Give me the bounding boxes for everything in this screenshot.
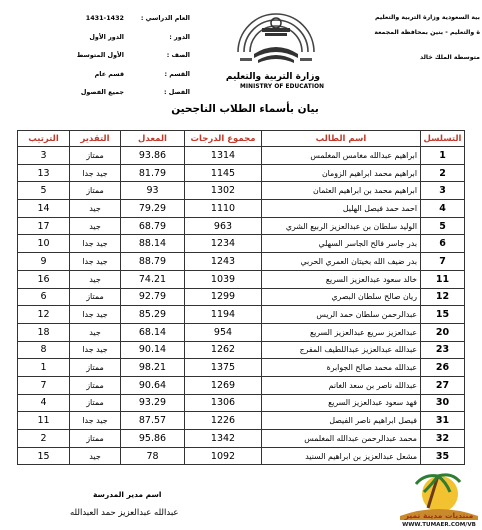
forum-watermark-logo: [398, 468, 480, 528]
cell-student-name: عبدالله عبدالعزيز عبداللطيف المفرج: [262, 341, 421, 359]
cell-rank: 18: [18, 323, 70, 341]
cell-student-name: خالد سعود عبدالعزيز السريع: [262, 270, 421, 288]
cell-seq: 31: [421, 412, 465, 430]
watermark-forum-name: منتديات مدينة تمير: [404, 511, 474, 520]
cell-rank: 1: [18, 359, 70, 377]
cell-grade: جيد جدا: [70, 164, 121, 182]
table-row: [18, 323, 465, 341]
table-row: [18, 147, 465, 165]
cell-average: 68.14: [121, 323, 185, 341]
cell-rank: 17: [18, 217, 70, 235]
cell-seq: 12: [421, 288, 465, 306]
table-row: [18, 447, 465, 465]
cell-grade: جيد: [70, 270, 121, 288]
cell-total: 1039: [185, 270, 262, 288]
cell-grade: جيد جدا: [70, 306, 121, 324]
info-row-grade: [78, 51, 190, 70]
cell-grade: جيد جدا: [70, 235, 121, 253]
cell-average: 98.21: [121, 359, 185, 377]
cell-total: 1194: [185, 306, 262, 324]
cell-total: 1375: [185, 359, 262, 377]
cell-seq: 30: [421, 394, 465, 412]
cell-total: 1243: [185, 253, 262, 271]
cell-seq: 35: [421, 447, 465, 465]
cell-seq: 32: [421, 430, 465, 448]
table-row: [18, 394, 465, 412]
table-row: [18, 430, 465, 448]
cell-student-name: فهد سعود عبدالعزيز السريع: [262, 394, 421, 412]
cell-total: 1314: [185, 147, 262, 165]
cell-average: 68.79: [121, 217, 185, 235]
header-directorate-line: ة والتعليم - بنين بمحافظة المجمعة: [374, 29, 480, 36]
cell-seq: 3: [421, 182, 465, 200]
cell-average: 92.79: [121, 288, 185, 306]
table-row: [18, 412, 465, 430]
cell-total: 1306: [185, 394, 262, 412]
cell-seq: 20: [421, 323, 465, 341]
cell-grade: ممتاز: [70, 359, 121, 377]
cell-total: 1342: [185, 430, 262, 448]
cell-total: 963: [185, 217, 262, 235]
cell-rank: 13: [18, 164, 70, 182]
cell-rank: 3: [18, 147, 70, 165]
info-value: جميع الفصول: [80, 88, 124, 96]
cell-average: 95.86: [121, 430, 185, 448]
principal-name: عبدالله عبدالعزيز حمد العبدالله: [70, 508, 179, 518]
cell-grade: جيد: [70, 323, 121, 341]
cell-total: 1269: [185, 376, 262, 394]
table-row: [18, 235, 465, 253]
cell-seq: 5: [421, 217, 465, 235]
info-value: الأول المتوسط: [76, 51, 124, 59]
info-label: الفصل :: [164, 88, 190, 96]
cell-student-name: عبدالرحمن سلطان حمد الريس: [262, 306, 421, 324]
info-value: 1431-1432: [85, 14, 124, 22]
table-row: [18, 376, 465, 394]
cell-rank: 15: [18, 447, 70, 465]
cell-seq: 7: [421, 253, 465, 271]
cell-total: 1226: [185, 412, 262, 430]
info-value: قسم عام: [94, 69, 124, 78]
table-row: [18, 270, 465, 288]
cell-grade: ممتاز: [70, 394, 121, 412]
cell-average: 78: [121, 447, 185, 465]
cell-student-name: احمد حمد فيصل الهليل: [262, 200, 421, 218]
cell-grade: ممتاز: [70, 288, 121, 306]
table-row: [18, 288, 465, 306]
cell-total: 1145: [185, 164, 262, 182]
cell-rank: 8: [18, 341, 70, 359]
table-row: [18, 306, 465, 324]
cell-rank: 14: [18, 200, 70, 218]
cell-grade: ممتاز: [70, 182, 121, 200]
info-row-section: [78, 70, 190, 89]
cell-student-name: ابراهيم محمد بن ابراهيم العثمان: [262, 182, 421, 200]
cell-seq: 26: [421, 359, 465, 377]
cell-student-name: بدر جاسر فالح الجاسر السهلي: [262, 235, 421, 253]
header-grade: التقدير: [70, 131, 121, 147]
cell-total: 1092: [185, 447, 262, 465]
cell-grade: جيد جدا: [70, 253, 121, 271]
page-title: بيان بأسماء الطلاب الناجحين: [171, 103, 319, 115]
cell-student-name: عبدالله محمد صالح الجوابرة: [262, 359, 421, 377]
cell-seq: 2: [421, 164, 465, 182]
principal-title: اسم مدير المدرسة: [93, 490, 162, 499]
cell-grade: جيد: [70, 200, 121, 218]
info-value: الدور الأول: [89, 32, 124, 41]
cell-rank: 9: [18, 253, 70, 271]
cell-seq: 6: [421, 235, 465, 253]
cell-grade: جيد جدا: [70, 341, 121, 359]
cell-grade: ممتاز: [70, 430, 121, 448]
cell-rank: 16: [18, 270, 70, 288]
info-label: الصف :: [166, 51, 190, 59]
cell-rank: 6: [18, 288, 70, 306]
info-label: العام الدراسي :: [140, 14, 190, 22]
cell-seq: 23: [421, 341, 465, 359]
table-row: [18, 217, 465, 235]
cell-student-name: فيصل ابراهيم ناصر الفيصل: [262, 412, 421, 430]
info-row-year: [78, 14, 190, 33]
cell-grade: جيد: [70, 217, 121, 235]
header-average: المعدل: [121, 131, 185, 147]
cell-student-name: ابراهيم محمد ابراهيم الزومان: [262, 164, 421, 182]
cell-seq: 1: [421, 147, 465, 165]
info-label: الدور :: [169, 32, 190, 41]
info-label: القسم :: [164, 69, 190, 78]
cell-average: 81.79: [121, 164, 185, 182]
table-row: [18, 253, 465, 271]
table-row: [18, 359, 465, 377]
cell-student-name: مشعل عبدالعزيز بن ابراهيم السنيد: [262, 447, 421, 465]
cell-student-name: عبدالعزيز سريع عبدالعزيز السريع: [262, 323, 421, 341]
info-row-term: [78, 33, 190, 52]
results-table: [17, 130, 465, 465]
cell-student-name: ريان صالح سلطان البصري: [262, 288, 421, 306]
cell-average: 74.21: [121, 270, 185, 288]
cell-average: 88.79: [121, 253, 185, 271]
cell-rank: 2: [18, 430, 70, 448]
header-rank: الترتيب: [18, 131, 70, 147]
cell-seq: 27: [421, 376, 465, 394]
cell-average: 93.86: [121, 147, 185, 165]
cell-average: 93: [121, 182, 185, 200]
watermark-url: WWW.TUMAER.COM/VB: [402, 522, 476, 528]
cell-student-name: عبدالله ناصر بن سعد الغانم: [262, 376, 421, 394]
ministry-name-ar: وزارة التربية والتعليم: [225, 72, 320, 82]
table-row: [18, 200, 465, 218]
header-info-block: [78, 14, 190, 107]
header-ministry-line: بية السعودية وزارة التربية والتعليم: [375, 14, 480, 21]
cell-student-name: محمد عبدالرحمن عبدالله المغلمس: [262, 430, 421, 448]
table-row: [18, 182, 465, 200]
header-total: مجموع الدرجات: [185, 131, 262, 147]
cell-average: 85.29: [121, 306, 185, 324]
cell-total: 954: [185, 323, 262, 341]
cell-grade: ممتاز: [70, 147, 121, 165]
cell-average: 93.29: [121, 394, 185, 412]
cell-average: 79.29: [121, 200, 185, 218]
cell-average: 88.14: [121, 235, 185, 253]
cell-seq: 15: [421, 306, 465, 324]
cell-grade: جيد: [70, 447, 121, 465]
ministry-name-en: MINISTRY OF EDUCATION: [240, 84, 325, 90]
cell-rank: 4: [18, 394, 70, 412]
cell-total: 1110: [185, 200, 262, 218]
header-school-name: متوسطة الملك خالد: [420, 54, 480, 61]
cell-rank: 5: [18, 182, 70, 200]
cell-total: 1262: [185, 341, 262, 359]
cell-student-name: بدر ضيف الله بخيتان العمري الحربي: [262, 253, 421, 271]
cell-average: 90.64: [121, 376, 185, 394]
cell-rank: 10: [18, 235, 70, 253]
cell-student-name: ابراهيم عبدالله مغامس المغلمس: [262, 147, 421, 165]
cell-student-name: الوليد سلطان بن عبدالعزيز الربيع الشري: [262, 217, 421, 235]
table-header-row: [18, 131, 465, 147]
cell-total: 1299: [185, 288, 262, 306]
cell-average: 87.57: [121, 412, 185, 430]
table-row: [18, 341, 465, 359]
header-org-block: [374, 10, 480, 65]
cell-rank: 11: [18, 412, 70, 430]
cell-average: 90.14: [121, 341, 185, 359]
cell-total: 1234: [185, 235, 262, 253]
cell-grade: ممتاز: [70, 376, 121, 394]
header-name: اسم الطالب: [262, 131, 421, 147]
cell-total: 1302: [185, 182, 262, 200]
cell-seq: 4: [421, 200, 465, 218]
cell-rank: 12: [18, 306, 70, 324]
table-row: [18, 164, 465, 182]
header-seq: التسلسل: [421, 131, 465, 147]
cell-grade: جيد جدا: [70, 412, 121, 430]
cell-rank: 7: [18, 376, 70, 394]
cell-seq: 11: [421, 270, 465, 288]
